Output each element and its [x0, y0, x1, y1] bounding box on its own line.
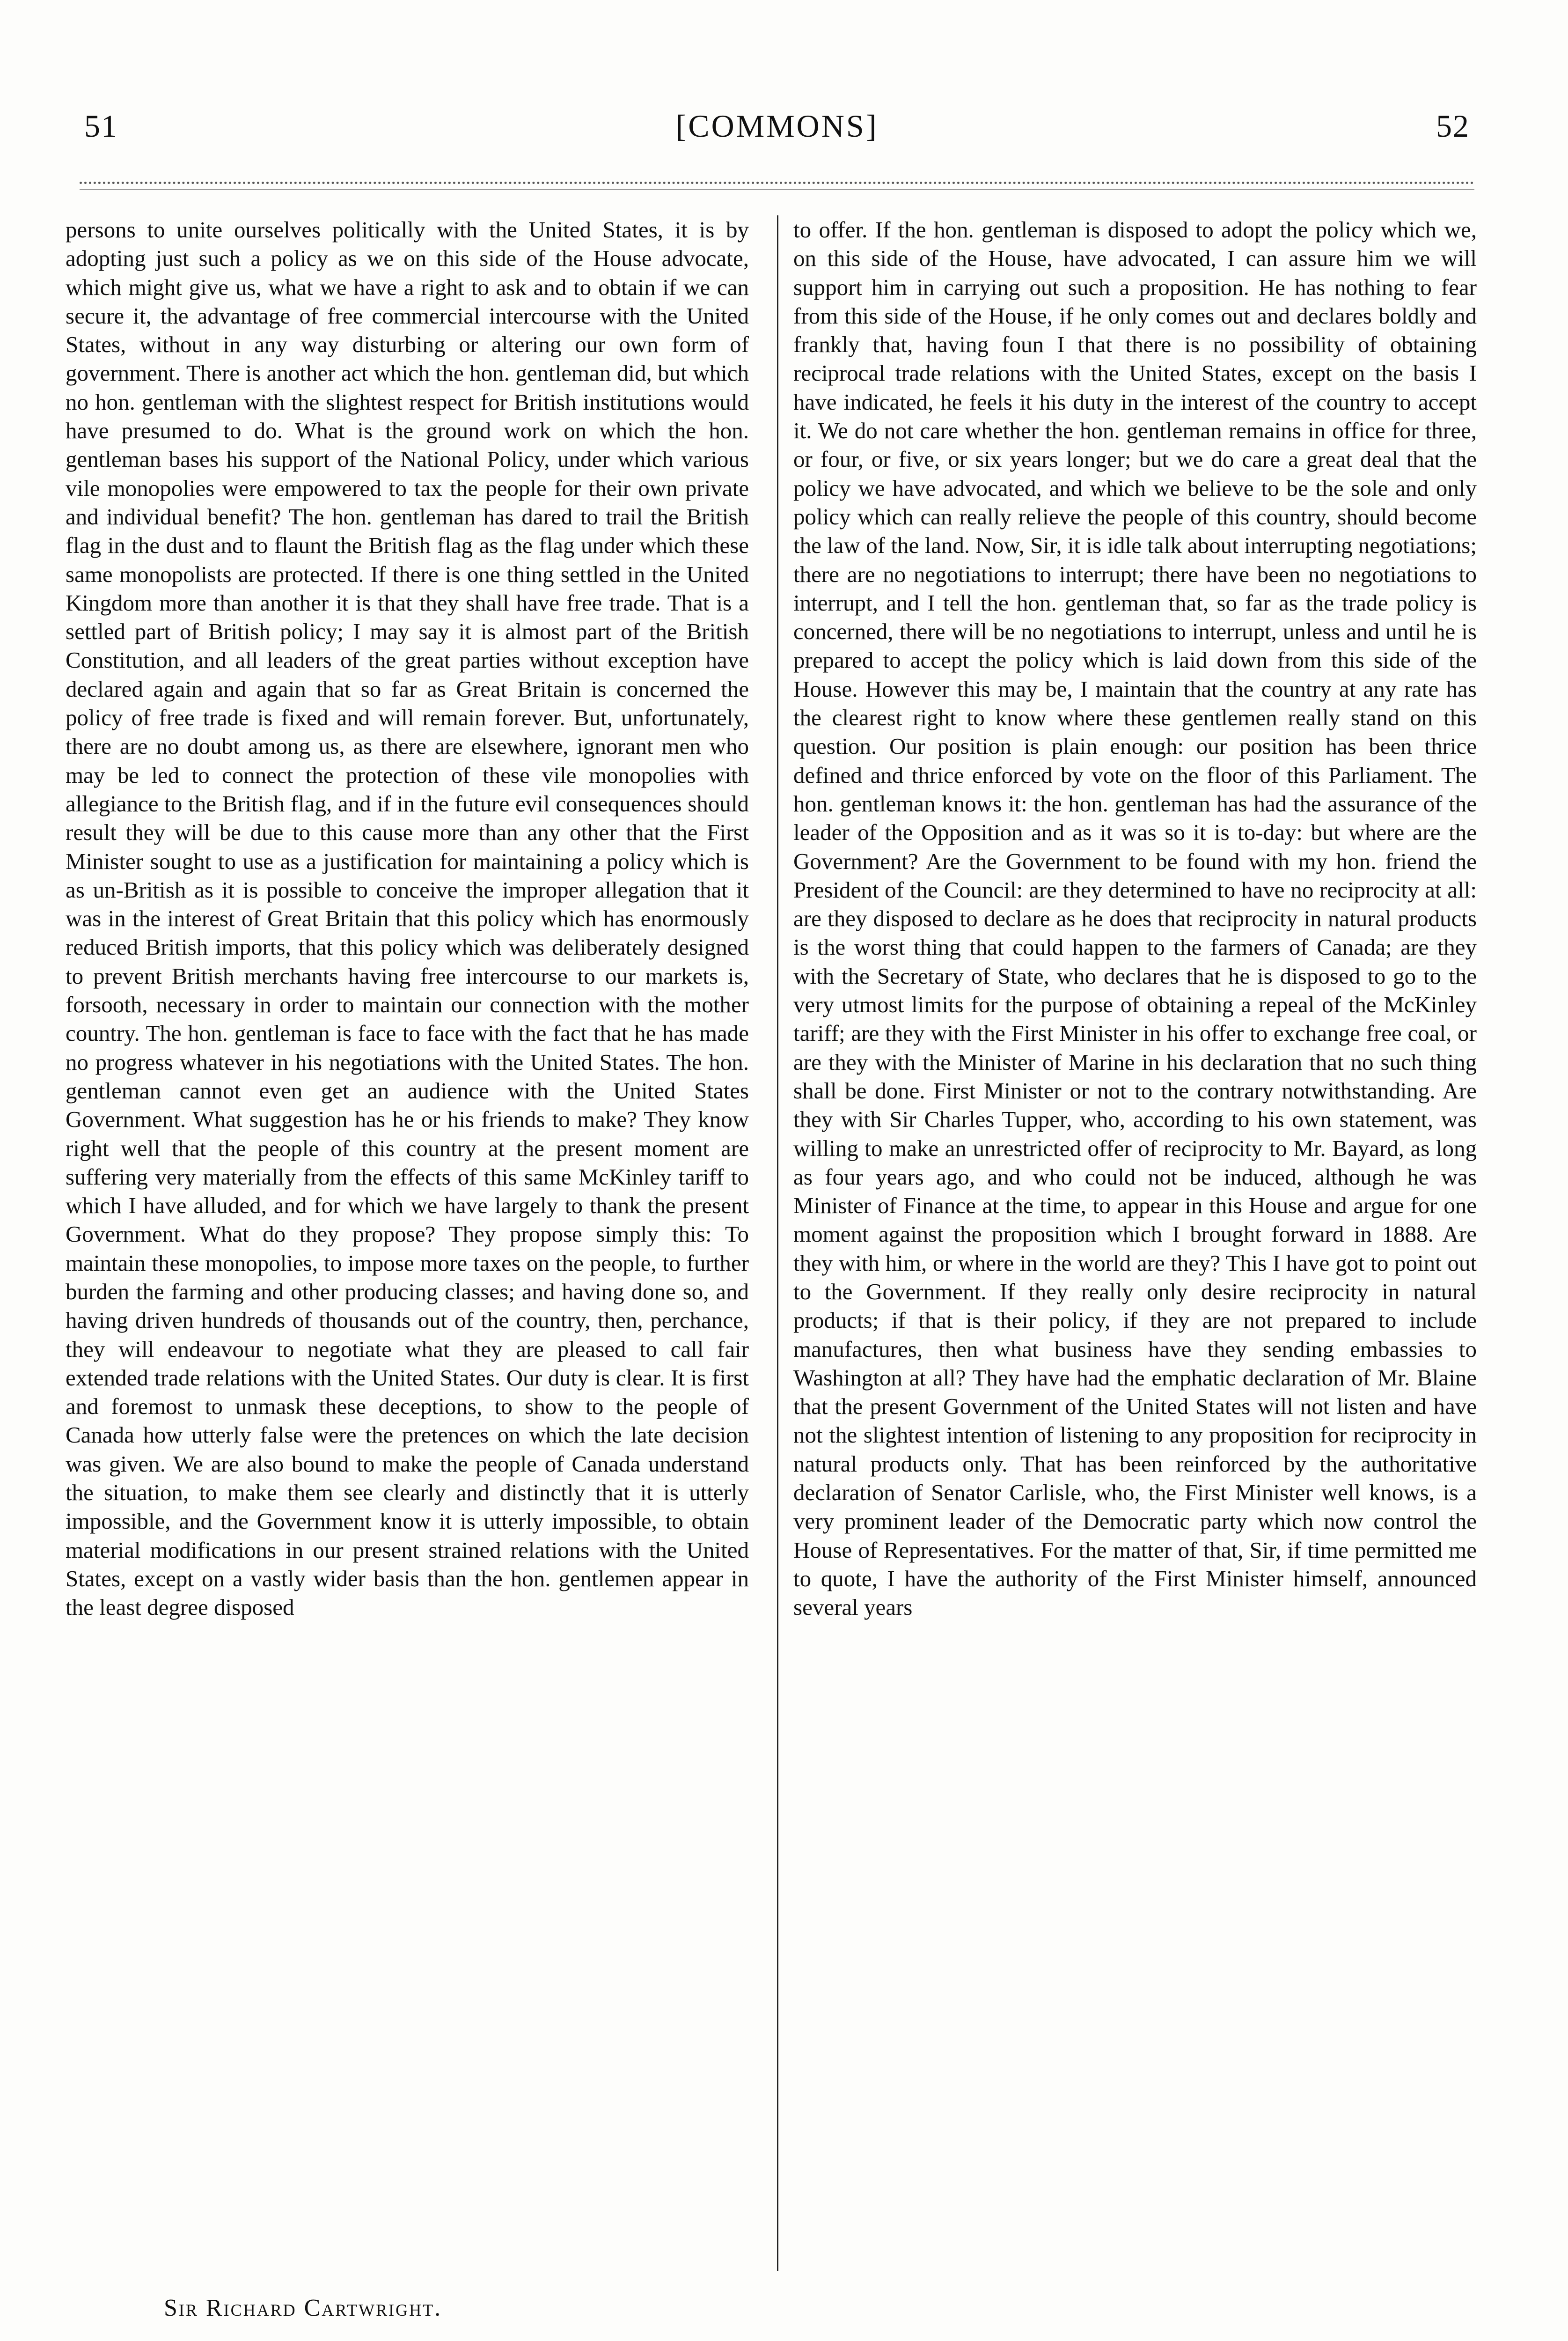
column-left-text: persons to unite ourselves politically with the United States, it is by adopting just such a policy as we on this side of the House advocate, which might give us, what we have a right to ask and to obtain if we can secure it, the advantage of free commercial intercourse with the United States, without in any way disturbing or altering our own form of government. There is another act which the hon. gentleman did, but which no hon. gentleman with the slightest respect for British institutions would have presumed to do. What is the ground work on which the hon. gentleman bases his support of the National Policy, under which various vile monopolies were empowered to tax the people for their own private and individual benefit? The hon. gentleman has dared to trail the British flag in the dust and to flaunt the British flag as the flag under which these same monopolists are protected. If there is one thing settled in the United Kingdom more than another it is that they shall have free trade. That is a settled part of British policy; I may say it is almost part of the British Constitution, and all leaders of the great parties without exception have declared again and again that so far as Great Britain is concerned the policy of free trade is fixed and will remain forever. But, unfortunately, there are no doubt among us, as there are elsewhere, ignorant men who may be led to connect the protection of these vile monopolies with allegiance to the British flag, and if in the future evil consequences should result they will be due to this cause more than any other that the First Minister sought to use as a justification for maintaining a policy which is as un-British as it is possible to conceive the improper allegation that it was in the interest of Great Britain that this policy which has enormously reduced British imports, that this policy which was deliberately designed to prevent British merchants having free intercourse to our markets is, forsooth, necessary in order to maintain our connection with the mother country. The hon. gentleman is face to face with the fact that he has made no progress whatever in his negotiations with the United States. The hon. gentleman cannot even get an audience with the United States Government. What suggestion has he or his friends to make? They know right well that the people of this country at the present moment are suffering very materially from the effects of this same McKinley tariff to which I have alluded, and for which we have largely to thank the present Government. What do they propose? They propose simply this: To maintain these monopolies, to impose more taxes on the people, to further burden the farming and other producing classes; and having done so, and having driven hundreds of thousands out of the country, then, perchance, they will endeavour to negotiate what they are pleased to call fair extended trade relations with the United States. Our duty is clear. It is first and foremost to unmask these deceptions, to show to the people of Canada how utterly false were the pretences on which the late decision was given. We are also bound to make the people of Canada understand the situation, to make them see clearly and distinctly that it is utterly impossible, and the Government know it is utterly impossible, to obtain material modifications in our present strained relations with the United States, except on a vastly wider basis than the hon. gentlemen appear in the least degree disposed — [66, 217, 749, 1620]
header-rule — [80, 182, 1474, 184]
column-divider — [777, 215, 778, 2271]
page-header — [84, 108, 1470, 150]
header-rule-underline — [80, 189, 1474, 190]
page-title: [COMMONS] — [675, 108, 879, 144]
speaker-footer: Sir Richard Cartwright. — [164, 2295, 442, 2321]
column-right-text: to offer. If the hon. gentleman is disposed to adopt the policy which we, on this side of the House, have advocated, I can assure him we will support him in carrying out such a proposition. He has nothing to fear from this side of the House, if he only comes out and declares boldly and frankly that, having foun I that there is no possibility of obtaining reciprocal trade relations with the United States, except on the basis I have indicated, he feels it his duty in the interest of the country to accept it. We do not care whether the hon. gentleman remains in office for three, or four, or five, or six years longer; but we do care a great deal that the policy we have advocated, and which we believe to be the sole and only policy which can really relieve the people of this country, should become the law of the land. Now, Sir, it is idle talk about interrupting negotiations; there are no negotiations to interrupt; there have been no negotiations to interrupt, and I tell the hon. gentleman that, so far as the trade policy is concerned, there will be no negotiations to interrupt, unless and until he is prepared to accept the policy which is laid down from this side of the House. However this may be, I maintain that the country at any rate has the clearest right to know where these gentlemen really stand on this question. Our position is plain enough: our position has been thrice defined and thrice enforced by vote on the floor of this Parliament. The hon. gentleman knows it: the hon. gentleman has had the assurance of the leader of the Opposition and as it was so it is to-day: but where are the Government? Are the Government to be found with my hon. friend the President of the Council: are they determined to have no reciprocity at all: are they disposed to declare as he does that reciprocity in natural products is the worst thing that could happen to the farmers of Canada; are they with the Secretary of State, who declares that he is disposed to go to the very utmost limits for the purpose of obtaining a repeal of the McKinley tariff; are they with the First Minister in his offer to exchange free coal, or are they with the Minister of Marine in his declaration that no such thing shall be done. First Minister or not to the contrary notwithstanding. Are they with Sir Charles Tupper, who, according to his own statement, was willing to make an unrestricted offer of reciprocity to Mr. Bayard, as long as four years ago, and who could not be induced, although he was Minister of Finance at the time, to appear in this House and argue for one moment against the proposition which I brought forward in 1888. Are they with him, or where in the world are they? This I have got to point out to the Government. If they really only desire reciprocity in natural products; if that is their policy, if they are not prepared to include manufactures, then what business have they sending embassies to Washington at all? They have had the emphatic declaration of Mr. Blaine that the present Government of the United States will not listen and have not the slightest intention of listening to any proposition for reciprocity in natural products only. That has been reinforced by the authoritative declaration of Senator Carlisle, who, the First Minister well knows, is a very prominent leader of the Democratic party which now control the House of Representatives. For the matter of that, Sir, if time permitted me to quote, I have the authority of the First Minister himself, announced several years — [793, 217, 1477, 1620]
page-number-left: 51 — [84, 108, 118, 144]
text-column-left — [66, 215, 749, 1622]
text-column-right — [793, 215, 1477, 1622]
page-number-right: 52 — [1436, 108, 1470, 144]
